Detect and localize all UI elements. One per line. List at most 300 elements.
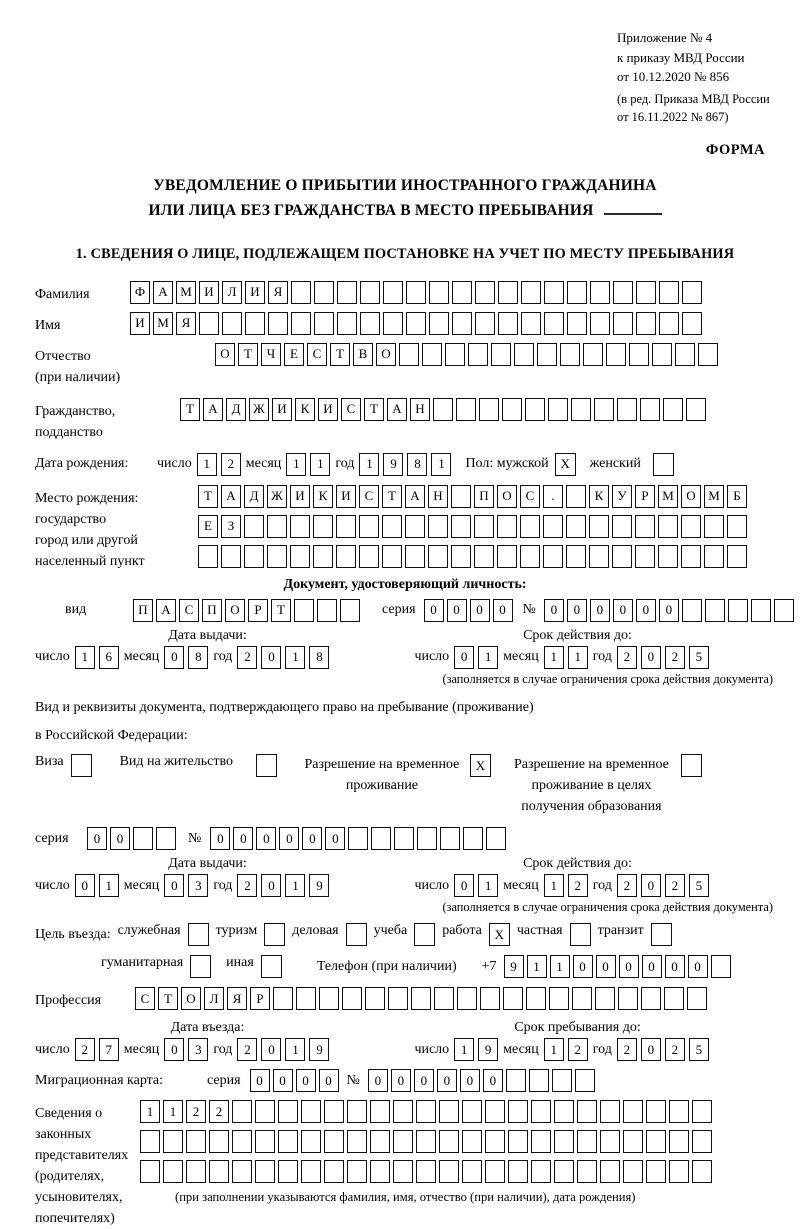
form-cell — [537, 343, 557, 366]
doc-issue-group — [35, 646, 329, 669]
stay-until-label: Срок пребывания до: — [514, 1020, 641, 1036]
form-cell: 0 — [641, 874, 661, 897]
form-cell — [301, 1100, 321, 1123]
form-cell: 1 — [197, 453, 217, 476]
form-cell — [566, 545, 586, 568]
form-cell — [606, 343, 626, 366]
form-cell: 2 — [186, 1100, 206, 1123]
form-cell: 3 — [188, 874, 208, 897]
form-cell: 1 — [568, 646, 588, 669]
form-cell — [324, 1130, 344, 1153]
form-cell: С — [341, 398, 361, 421]
form-cell — [577, 1100, 597, 1123]
form-cell — [278, 1130, 298, 1153]
form-cell: 0 — [688, 955, 708, 978]
form-cell: 2 — [568, 1038, 588, 1061]
form-cell: К — [589, 485, 609, 508]
form-cell: 0 — [590, 599, 610, 622]
form-cell — [255, 1160, 275, 1183]
form-cell — [382, 515, 402, 538]
form-cell: 0 — [325, 827, 345, 850]
form-cell — [704, 545, 724, 568]
form-cell: И — [245, 281, 265, 304]
form-cell: 2 — [221, 453, 241, 476]
form-cell — [503, 987, 523, 1010]
form-cell — [692, 1130, 712, 1153]
form-cell — [324, 1160, 344, 1183]
form-cell: Л — [222, 281, 242, 304]
form-cell: А — [203, 398, 223, 421]
form-cell — [347, 1160, 367, 1183]
form-cell: Ч — [261, 343, 281, 366]
form-cell — [682, 312, 702, 335]
form-cell: 0 — [460, 1069, 480, 1092]
form-cell — [405, 545, 425, 568]
form-cell: Т — [364, 398, 384, 421]
form-cell: 1 — [285, 1038, 305, 1061]
form-cell: М — [704, 485, 724, 508]
form-cell — [640, 398, 660, 421]
revision-note — [617, 90, 775, 126]
checkbox-visa — [71, 754, 92, 777]
form-cell: Ж — [249, 398, 269, 421]
form-cell — [612, 545, 632, 568]
day-label: число — [35, 1041, 70, 1057]
form-cell — [314, 312, 334, 335]
form-cell — [520, 515, 540, 538]
entry-date-label: Дата въезда: — [170, 1020, 245, 1036]
identity-doc-heading: Документ, удостоверяющий личность: — [283, 576, 527, 592]
field-row-name — [35, 312, 775, 336]
form-cell: Л — [204, 987, 224, 1010]
form-cell — [687, 987, 707, 1010]
stay-doc-options-row — [35, 754, 775, 817]
form-cell: 1 — [478, 874, 498, 897]
form-cell — [428, 545, 448, 568]
entry-dates-header — [35, 1020, 775, 1036]
citizenship-cells — [180, 398, 706, 421]
form-cell — [727, 545, 747, 568]
migration-number-label: № — [346, 1072, 360, 1088]
form-cell — [452, 312, 472, 335]
form-cell — [520, 545, 540, 568]
form-cell — [774, 599, 794, 622]
doc-kind-label: вид — [65, 602, 87, 618]
form-cell — [336, 545, 356, 568]
stay-until-group — [414, 1038, 708, 1061]
form-cell: Т — [382, 485, 402, 508]
form-cell — [382, 545, 402, 568]
form-cell — [433, 398, 453, 421]
form-cell — [549, 987, 569, 1010]
stay-until-day-cells — [454, 1038, 498, 1061]
form-cell: 0 — [641, 646, 661, 669]
form-cell — [686, 398, 706, 421]
form-cell: 0 — [642, 955, 662, 978]
form-cell: 2 — [75, 1038, 95, 1061]
appendix-line: от 10.12.2020 № 856 — [617, 69, 730, 84]
form-cell — [406, 281, 426, 304]
form-cell — [497, 545, 517, 568]
form-cell — [209, 1160, 229, 1183]
month-label: месяц — [123, 1041, 160, 1057]
form-cell — [636, 281, 656, 304]
form-cell — [682, 281, 702, 304]
form-cell: Е — [198, 515, 218, 538]
form-cell — [232, 1130, 252, 1153]
form-cell — [186, 1130, 206, 1153]
form-cell: 0 — [210, 827, 230, 850]
form-cell: Н — [428, 485, 448, 508]
form-cell — [417, 827, 437, 850]
form-cell — [342, 987, 362, 1010]
stay-valid-day-cells — [454, 874, 498, 897]
form-cell — [529, 1069, 549, 1092]
form-cell: 0 — [454, 646, 474, 669]
form-cell — [590, 281, 610, 304]
form-cell — [595, 987, 615, 1010]
form-cell: 6 — [99, 646, 119, 669]
form-cell — [451, 545, 471, 568]
form-cell: 8 — [407, 453, 427, 476]
form-cell — [474, 515, 494, 538]
form-cell: О — [681, 485, 701, 508]
form-cell — [451, 485, 471, 508]
month-label: месяц — [503, 877, 539, 893]
purpose-tourism-checkbox — [264, 923, 285, 946]
purpose-other: иная — [226, 955, 282, 978]
form-cell: А — [221, 485, 241, 508]
form-cell — [623, 1100, 643, 1123]
form-cell: П — [133, 599, 153, 622]
form-cell: К — [313, 485, 333, 508]
form-cell: 0 — [261, 1038, 281, 1061]
birth-month-cells — [286, 453, 330, 476]
form-cell: 0 — [567, 599, 587, 622]
form-cell — [186, 1160, 206, 1183]
form-cell — [337, 281, 357, 304]
form-cell — [498, 312, 518, 335]
form-cell: 9 — [504, 955, 524, 978]
form-cell — [399, 343, 419, 366]
form-cell: 1 — [99, 874, 119, 897]
doc-valid-day-cells — [454, 646, 498, 669]
form-cell — [232, 1100, 252, 1123]
form-cell — [543, 515, 563, 538]
checkbox-residence-permit — [256, 754, 277, 777]
form-cell — [360, 312, 380, 335]
entry-date-group — [35, 1038, 329, 1061]
day-label: число — [414, 877, 450, 893]
month-label: месяц — [245, 456, 282, 472]
form-cell — [133, 827, 153, 850]
form-cell: 0 — [110, 827, 130, 850]
form-cell: 0 — [391, 1069, 411, 1092]
form-cell: 2 — [665, 646, 685, 669]
birth-place-cells-row2 — [198, 515, 747, 538]
surname-label: Фамилия — [35, 286, 90, 302]
field-row-doc-kind — [35, 599, 775, 622]
phone-label: Телефон (при наличии) — [316, 958, 457, 974]
form-cell: 0 — [164, 874, 184, 897]
form-cell: Т — [330, 343, 350, 366]
form-cell — [675, 343, 695, 366]
form-cell — [278, 1100, 298, 1123]
entry-month-cells — [164, 1038, 208, 1061]
entry-dates-row — [35, 1038, 775, 1061]
birth-date-label: Дата рождения: — [35, 456, 129, 472]
form-cell — [751, 599, 771, 622]
checkbox-male: X — [555, 453, 576, 476]
form-cell: Т — [271, 599, 291, 622]
day-label: число — [35, 877, 70, 893]
form-cell — [348, 827, 368, 850]
field-row-surname — [35, 281, 775, 305]
birth-place-cells-block — [198, 485, 747, 575]
year-label: год — [213, 649, 233, 665]
form-cell: С — [307, 343, 327, 366]
form-cell — [383, 312, 403, 335]
form-cell: 5 — [689, 646, 709, 669]
form-cell — [623, 1160, 643, 1183]
birth-place-label: Место рождения: государство город или другой населенный пункт — [35, 490, 145, 569]
form-cell — [560, 343, 580, 366]
form-cell — [590, 312, 610, 335]
year-label: год — [592, 649, 612, 665]
form-cell: В — [353, 343, 373, 366]
form-cell: А — [387, 398, 407, 421]
form-cell: А — [156, 599, 176, 622]
form-cell — [360, 281, 380, 304]
form-cell — [462, 1100, 482, 1123]
form-cell — [577, 1130, 597, 1153]
field-row-representatives — [35, 1100, 775, 1229]
doc-issue-year-cells — [237, 646, 329, 669]
form-cell — [652, 343, 672, 366]
form-cell — [163, 1160, 183, 1183]
form-cell: 0 — [273, 1069, 293, 1092]
phone-prefix: +7 — [481, 958, 497, 974]
form-cell: 1 — [286, 453, 306, 476]
entry-day-cells — [75, 1038, 119, 1061]
representatives-cells-block — [140, 1100, 712, 1205]
purpose-label: Цель въезда: — [35, 926, 111, 942]
form-cell: Т — [158, 987, 178, 1010]
form-cell — [273, 987, 293, 1010]
phone-cells — [504, 955, 731, 978]
form-cell: Я — [227, 987, 247, 1010]
form-cell — [336, 515, 356, 538]
stay-valid-year-cells — [617, 874, 709, 897]
form-cell — [567, 312, 587, 335]
form-cell — [658, 545, 678, 568]
form-cell — [566, 485, 586, 508]
migration-series-cells — [250, 1069, 339, 1092]
form-cell — [600, 1160, 620, 1183]
form-cell — [370, 1160, 390, 1183]
form-cell: 9 — [309, 874, 329, 897]
purpose-study: учеба — [374, 923, 436, 946]
form-cell — [525, 398, 545, 421]
form-cell — [244, 515, 264, 538]
form-cell — [463, 827, 483, 850]
doc-limited-note: (заполняется в случае ограничения срока действия документа) — [442, 671, 773, 686]
form-cell — [711, 955, 731, 978]
month-label: месяц — [503, 1041, 539, 1057]
form-cell: П — [202, 599, 222, 622]
stay-issue-date-label: Дата выдачи: — [168, 856, 247, 872]
form-cell — [577, 1160, 597, 1183]
patronymic-cells — [215, 343, 718, 366]
form-cell: 0 — [665, 955, 685, 978]
year-label: год — [592, 1041, 612, 1057]
form-cell: О — [225, 599, 245, 622]
form-cell — [290, 515, 310, 538]
form-cell — [474, 545, 494, 568]
form-cell — [163, 1130, 183, 1153]
stay-limited-note: (заполняется в случае ограничения срока действия документа) — [442, 900, 773, 915]
form-cell: Т — [238, 343, 258, 366]
form-cell — [612, 515, 632, 538]
migration-series-label: серия — [207, 1072, 241, 1088]
form-cell: 2 — [209, 1100, 229, 1123]
stay-issue-group — [35, 874, 329, 897]
form-cell — [554, 1160, 574, 1183]
form-cell: 0 — [573, 955, 593, 978]
form-cell: 8 — [188, 646, 208, 669]
form-cell: Б — [727, 485, 747, 508]
form-cell: О — [497, 485, 517, 508]
form-cell — [646, 1160, 666, 1183]
option-rvp-education: Разрешение на временное проживание в целях получения образования — [509, 754, 702, 817]
form-cell — [456, 398, 476, 421]
form-cell — [416, 1160, 436, 1183]
checkbox-rvp-education — [681, 754, 702, 777]
field-row-citizenship — [35, 398, 775, 443]
form-cell: 1 — [285, 874, 305, 897]
form-cell: 0 — [483, 1069, 503, 1092]
form-cell — [347, 1130, 367, 1153]
form-cell: 1 — [140, 1100, 160, 1123]
form-cell: 0 — [596, 955, 616, 978]
form-cell — [544, 281, 564, 304]
form-cell — [544, 312, 564, 335]
birth-date-group — [157, 453, 451, 476]
profession-cells — [135, 987, 707, 1010]
form-cell — [681, 545, 701, 568]
form-cell — [663, 398, 683, 421]
form-cell — [388, 987, 408, 1010]
year-label: год — [213, 877, 233, 893]
form-cell: 1 — [550, 955, 570, 978]
purpose-private: частная — [517, 923, 591, 946]
stay-issue-month-cells — [164, 874, 208, 897]
form-cell: О — [215, 343, 235, 366]
form-cell — [728, 599, 748, 622]
form-cell — [502, 398, 522, 421]
form-cell: 2 — [617, 874, 637, 897]
form-cell — [371, 827, 391, 850]
form-cell — [508, 1160, 528, 1183]
doc-valid-until-label: Срок действия до: — [523, 627, 632, 643]
form-cell: 1 — [431, 453, 451, 476]
form-cell — [636, 312, 656, 335]
form-cell — [440, 827, 460, 850]
form-cell — [359, 515, 379, 538]
form-cell: 0 — [414, 1069, 434, 1092]
form-cell — [567, 281, 587, 304]
name-cells — [130, 312, 702, 335]
form-cell — [383, 281, 403, 304]
stay-doc-series-row — [35, 827, 775, 850]
form-cell: 0 — [279, 827, 299, 850]
purpose-other-checkbox — [261, 955, 282, 978]
form-cell — [294, 599, 314, 622]
form-cell: 0 — [319, 1069, 339, 1092]
form-cell — [301, 1160, 321, 1183]
form-cell: Р — [250, 987, 270, 1010]
form-cell — [324, 1100, 344, 1123]
profession-label: Профессия — [35, 993, 102, 1009]
form-cell: Ж — [267, 485, 287, 508]
form-cell — [635, 515, 655, 538]
form-cell: 5 — [689, 874, 709, 897]
form-cell — [457, 987, 477, 1010]
form-cell: 0 — [256, 827, 276, 850]
form-cell — [198, 545, 218, 568]
form-cell: 2 — [665, 874, 685, 897]
form-title-line2: ИЛИ ЛИЦА БЕЗ ГРАЖДАНСТВА В МЕСТО ПРЕБЫВАНИЯ — [35, 198, 775, 224]
form-cell: 2 — [237, 646, 257, 669]
form-cell — [669, 1160, 689, 1183]
form-cell — [514, 343, 534, 366]
form-cell — [462, 1160, 482, 1183]
form-cell: 0 — [437, 1069, 457, 1092]
form-cell — [692, 1160, 712, 1183]
form-cell — [245, 312, 265, 335]
form-cell — [244, 545, 264, 568]
form-cell — [727, 515, 747, 538]
form-cell: С — [359, 485, 379, 508]
form-cell: Т — [180, 398, 200, 421]
form-cell — [618, 987, 638, 1010]
form-cell — [340, 599, 360, 622]
form-cell — [531, 1130, 551, 1153]
form-cell — [370, 1130, 390, 1153]
migration-number-cells — [368, 1069, 595, 1092]
name-label: Имя — [35, 317, 61, 333]
form-cell — [255, 1100, 275, 1123]
purpose-private-checkbox — [570, 923, 591, 946]
form-cell: 1 — [359, 453, 379, 476]
form-cell: 2 — [617, 1038, 637, 1061]
form-cell — [692, 1100, 712, 1123]
form-cell — [314, 281, 334, 304]
form-cell — [468, 343, 488, 366]
form-cell: П — [474, 485, 494, 508]
stay-series-label: серия — [35, 830, 69, 846]
form-cell: И — [199, 281, 219, 304]
form-cell — [416, 1130, 436, 1153]
form-cell — [268, 312, 288, 335]
birth-place-cells-row3 — [198, 545, 747, 568]
form-cell — [278, 1160, 298, 1183]
form-cell — [486, 827, 506, 850]
form-cell — [682, 599, 702, 622]
form-cell: С — [179, 599, 199, 622]
form-cell — [422, 343, 442, 366]
day-label: число — [157, 456, 192, 472]
